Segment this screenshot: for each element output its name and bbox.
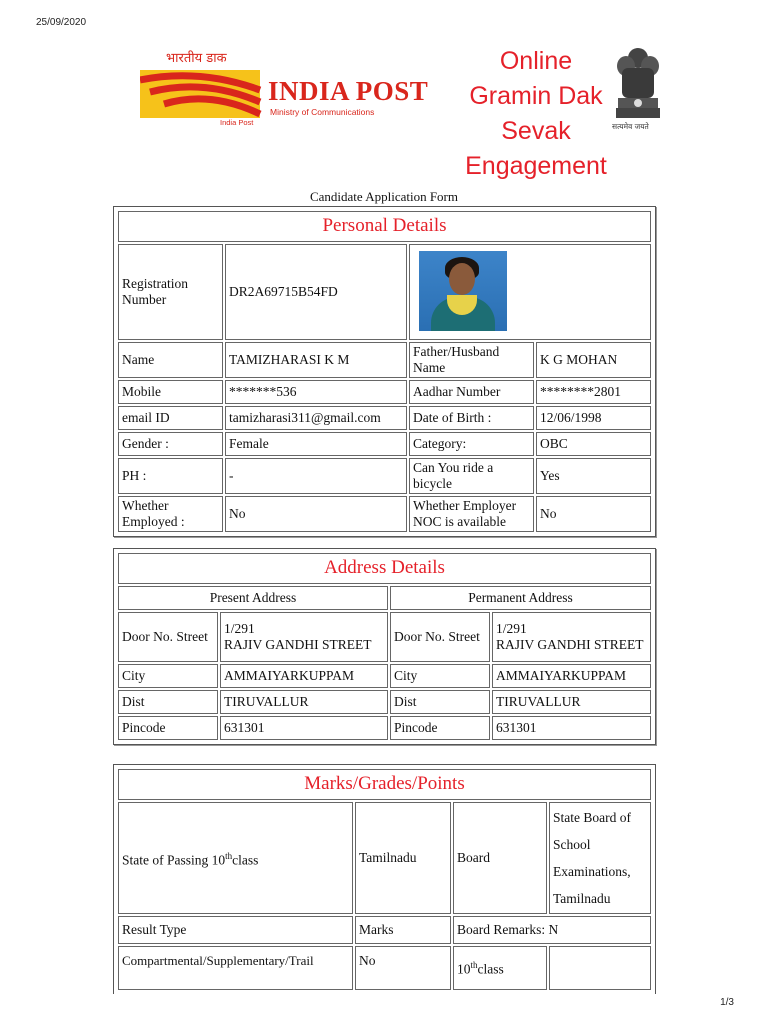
dob-label: Date of Birth : (409, 406, 534, 430)
present-door-value (220, 612, 388, 662)
compartmental-label: Compartmental/Supplementary/Trail (118, 946, 353, 990)
state-of-passing-label (118, 802, 353, 914)
father-label: Father/Husband Name (409, 342, 534, 378)
state-label-sup: th (225, 850, 233, 861)
page-number: 1/3 (720, 997, 734, 1008)
gender-label: Gender : (118, 432, 223, 456)
marks-heading: Marks/Grades/Points (118, 769, 651, 800)
ph-value: - (225, 458, 407, 494)
father-value: K G MOHAN (536, 342, 651, 378)
ph-label: PH : (118, 458, 223, 494)
permanent-city-label: City (390, 664, 490, 688)
dob-value: 12/06/1998 (536, 406, 651, 430)
employed-value: No (225, 496, 407, 532)
online-title-line-3: Sevak (501, 117, 571, 145)
state-label-suffix: class (232, 852, 259, 868)
compartmental-value: No (355, 946, 451, 990)
state-of-passing-value: Tamilnadu (355, 802, 451, 914)
aadhar-value: ********2801 (536, 380, 651, 404)
national-emblem (612, 44, 664, 136)
lion-capital-icon (612, 44, 664, 122)
tenth-text: 10 (457, 961, 471, 977)
present-door-label: Door No. Street (118, 612, 218, 662)
logo-hindi-text: भारतीय डाक (166, 51, 227, 66)
emblem-motto: सत्यमेव जयते (612, 122, 649, 131)
state-label-text: State of Passing 10 (122, 852, 226, 868)
present-city-value: AMMAIYARKUPPAM (220, 664, 388, 688)
online-gds-title (452, 44, 620, 184)
photo-cell (409, 244, 651, 340)
bicycle-value: Yes (536, 458, 651, 494)
permanent-pincode-label: Pincode (390, 716, 490, 740)
tenth-suffix: class (477, 961, 504, 977)
online-title-line-2: Gramin Dak (469, 82, 603, 110)
registration-value: DR2A69715B54FD (225, 244, 407, 340)
email-label: email ID (118, 406, 223, 430)
present-door-line-1: 1/291 (224, 621, 255, 636)
online-title-line-4: Engagement (465, 152, 607, 180)
address-details-heading: Address Details (118, 553, 651, 584)
tenth-class-value (549, 946, 651, 990)
personal-details-section (113, 206, 656, 537)
noc-value: No (536, 496, 651, 532)
present-city-label: City (118, 664, 218, 688)
employed-label: Whether Employed : (118, 496, 223, 532)
permanent-city-value: AMMAIYARKUPPAM (492, 664, 651, 688)
permanent-address-title: Permanent Address (390, 586, 651, 610)
present-door-line-2: RAJIV GANDHI STREET (224, 637, 372, 652)
category-value: OBC (536, 432, 651, 456)
present-dist-label: Dist (118, 690, 218, 714)
personal-details-heading: Personal Details (118, 211, 651, 242)
category-label: Category: (409, 432, 534, 456)
email-value: tamizharasi311@gmail.com (225, 406, 407, 430)
mobile-label: Mobile (118, 380, 223, 404)
tenth-class-label (453, 946, 547, 990)
online-title-line-1: Online (499, 47, 573, 75)
logo-ministry-text: Ministry of Communications (270, 107, 375, 117)
mobile-value: *******536 (225, 380, 407, 404)
result-type-label: Result Type (118, 916, 353, 944)
noc-label: Whether Employer NOC is available (409, 496, 534, 532)
india-post-wings-icon (140, 62, 268, 118)
permanent-pincode-value: 631301 (492, 716, 651, 740)
marks-section (113, 764, 656, 994)
permanent-dist-label: Dist (390, 690, 490, 714)
board-value: State Board of School Examinations, Tamilnadu (549, 802, 651, 914)
aadhar-label: Aadhar Number (409, 380, 534, 404)
print-date: 25/09/2020 (36, 17, 87, 28)
tenth-sup: th (470, 960, 478, 970)
name-label: Name (118, 342, 223, 378)
permanent-dist-value: TIRUVALLUR (492, 690, 651, 714)
form-caption: Candidate Application Form (309, 189, 459, 204)
logo-brand-text: INDIA POST (268, 76, 429, 106)
permanent-door-label: Door No. Street (390, 612, 490, 662)
candidate-photo (419, 251, 507, 331)
present-dist-value: TIRUVALLUR (220, 690, 388, 714)
registration-label: Registration Number (118, 244, 223, 340)
result-type-value: Marks (355, 916, 451, 944)
name-value: TAMIZHARASI K M (225, 342, 407, 378)
permanent-door-line-2: RAJIV GANDHI STREET (496, 637, 644, 652)
permanent-door-line-1: 1/291 (496, 621, 527, 636)
present-pincode-label: Pincode (118, 716, 218, 740)
bicycle-label: Can You ride a bicycle (409, 458, 534, 494)
board-label: Board (453, 802, 547, 914)
address-details-section (113, 548, 656, 745)
logo-small-text: India Post (220, 118, 254, 127)
gender-value: Female (225, 432, 407, 456)
present-pincode-value: 631301 (220, 716, 388, 740)
present-address-title: Present Address (118, 586, 388, 610)
board-remarks: Board Remarks: N (453, 916, 651, 944)
india-post-logo (140, 48, 460, 130)
permanent-door-value (492, 612, 651, 662)
